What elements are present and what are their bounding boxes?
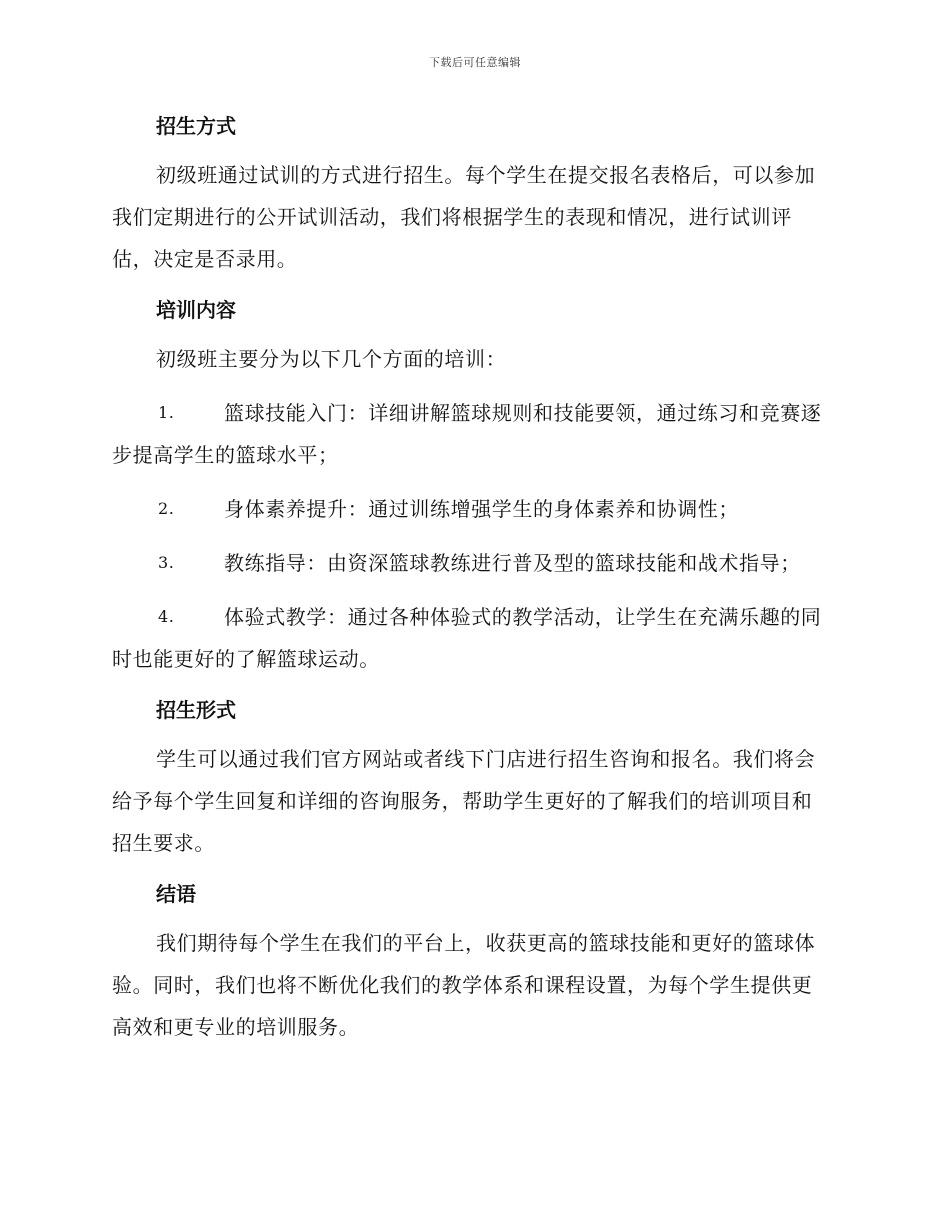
list-item-number: 3. xyxy=(158,553,175,572)
list-item-text: 篮球技能入门：详细讲解篮球规则和技能要领，通过练习和竞赛逐步提高学生的篮球水平； xyxy=(112,401,822,467)
list-item xyxy=(112,488,832,530)
list-item-text: 体验式教学：通过各种体验式的教学活动，让学生在充满乐趣的同时也能更好的了解篮球运动。 xyxy=(112,605,822,671)
list-item xyxy=(112,542,832,584)
list-item xyxy=(112,596,832,680)
section-title-enroll-form: 招生形式 xyxy=(156,698,236,722)
list-item-text: 身体素养提升：通过训练增强学生的身体素养和协调性； xyxy=(224,497,739,521)
list-item-number: 2. xyxy=(158,499,175,518)
list-item-number: 1. xyxy=(158,403,175,422)
list-item xyxy=(112,392,832,476)
section-title-conclusion: 结语 xyxy=(156,882,196,906)
section-title-enroll-method: 招生方式 xyxy=(156,114,236,138)
list-item-text: 教练指导：由资深篮球教练进行普及型的篮球技能和战术指导； xyxy=(224,551,801,575)
paragraph-enroll-form: 学生可以通过我们官方网站或者线下门店进行招生咨询和报名。我们将会给予每个学生回复和详细的咨询服务，帮助学生更好的了解我们的培训项目和招生要求。 xyxy=(112,747,816,855)
list-item-number: 4. xyxy=(158,607,175,626)
document-body xyxy=(112,110,832,1048)
paragraph-training-intro: 初级班主要分为以下几个方面的培训： xyxy=(156,347,507,371)
paragraph-conclusion: 我们期待每个学生在我们的平台上，收获更高的篮球技能和更好的篮球体验。同时，我们也将不断优化我们的教学体系和课程设置，为每个学生提供更高效和更专业的培训服务。 xyxy=(112,931,816,1039)
section-title-training-content: 培训内容 xyxy=(156,298,236,322)
header-note: 下载后可任意编辑 xyxy=(429,56,521,69)
paragraph-enroll-method: 初级班通过试训的方式进行招生。每个学生在提交报名表格后，可以参加我们定期进行的公开试训活动，我们将根据学生的表现和情况，进行试训评估，决定是否录用。 xyxy=(112,163,816,271)
